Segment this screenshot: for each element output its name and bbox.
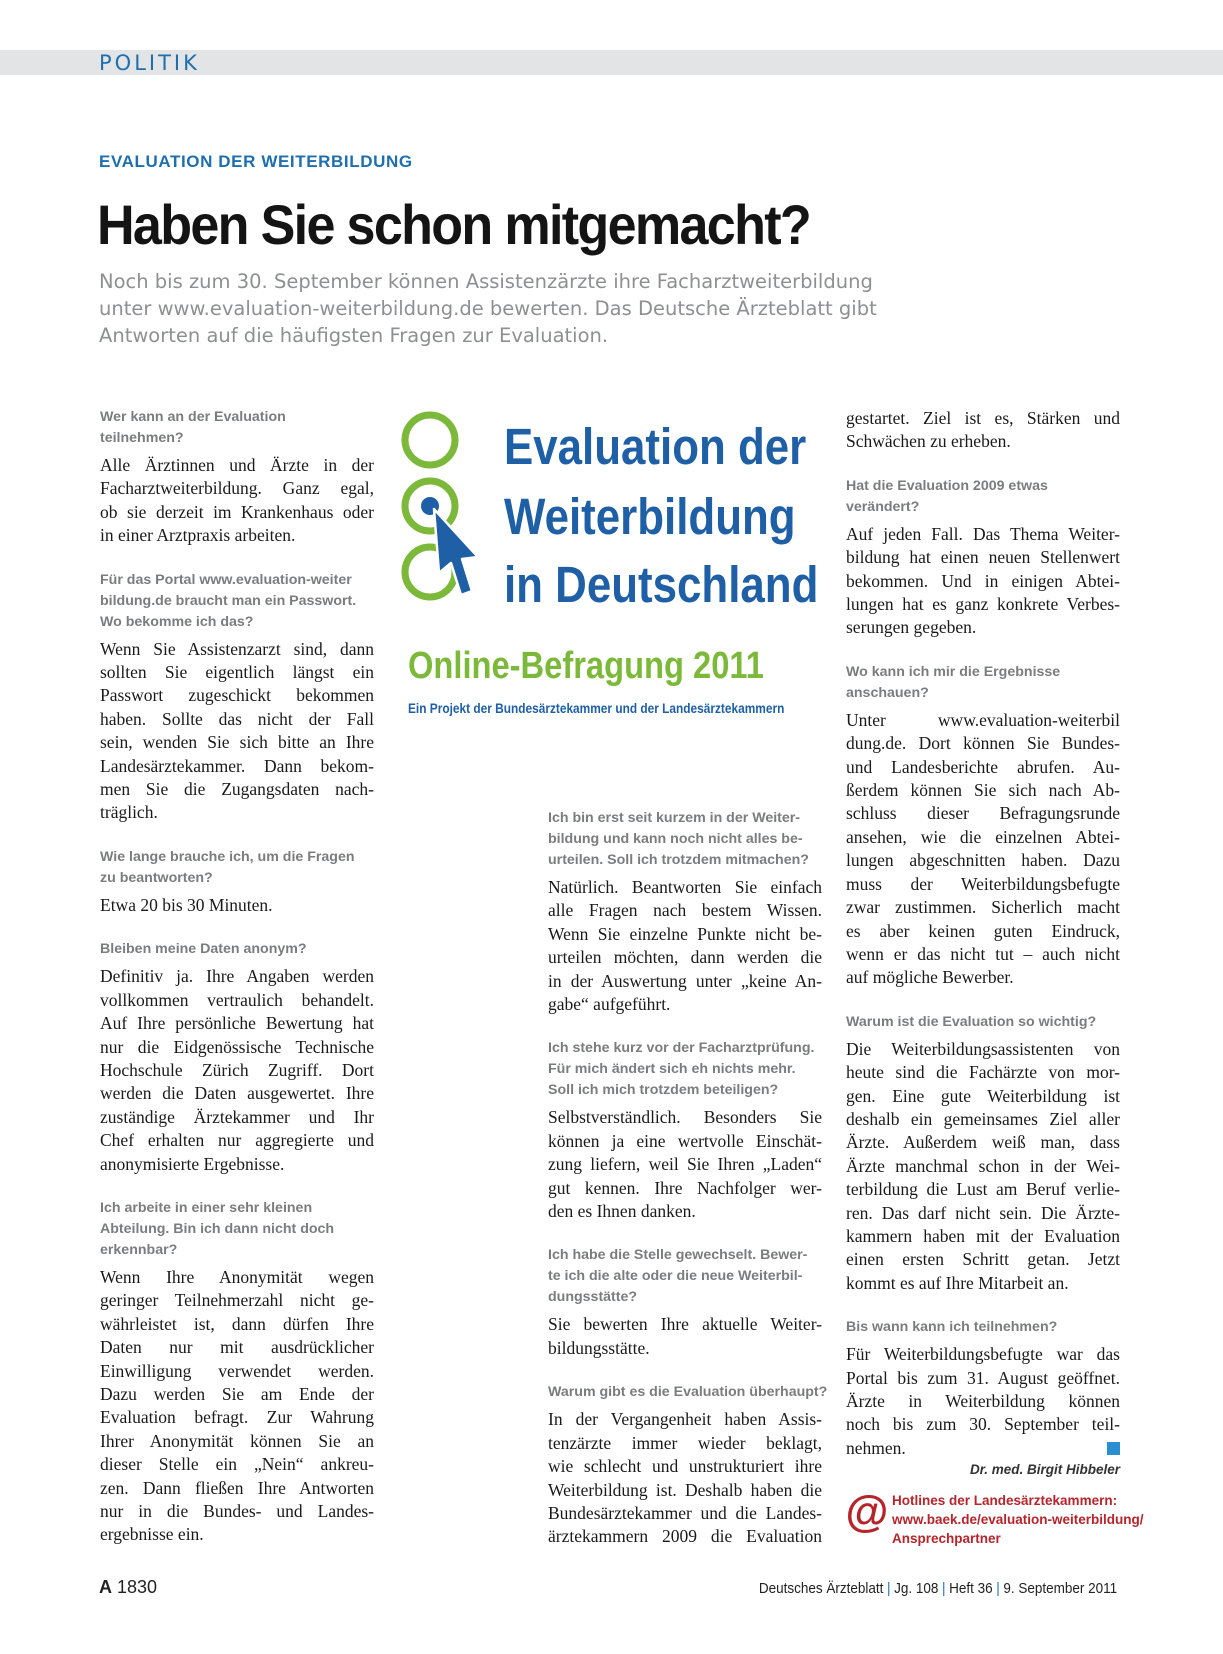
page-prefix: A [99, 1577, 112, 1597]
question [100, 847, 374, 889]
hotline-box [846, 1491, 1144, 1551]
question-line: teilnehmen? [100, 430, 184, 446]
answer-line: Schwächen zu erheben. [846, 431, 1011, 452]
answer-line: anonymisierte Ergebnisse. [100, 1153, 285, 1174]
answer [100, 1266, 374, 1547]
question-line: anschauen? [846, 684, 929, 701]
page-number [99, 1577, 157, 1598]
footer-separator: | [941, 1580, 946, 1597]
lead-line: Antworten auf die häufigsten Fragen zur Evaluation. [99, 324, 609, 347]
question-line: Abteilung. Bin ich dann nicht doch [100, 1220, 335, 1237]
answer-line: vollkommen vertraulich behandelt. [100, 989, 374, 1010]
answer-line: sein, wenden Sie sich bitte an Ihre [100, 732, 374, 753]
at-sign-icon [846, 1491, 888, 1533]
qa-block [100, 939, 374, 1176]
question-line: erkennbar? [100, 1241, 178, 1258]
answer [548, 1313, 822, 1360]
qa-block [100, 407, 374, 548]
question-line: verändert? [846, 498, 920, 515]
svg-text:@: @ [846, 1491, 888, 1534]
answer-line: Ärzte in Weiterbildung können [846, 1391, 1120, 1411]
answer-line: Selbstverständlich. Besonders Sie [548, 1107, 822, 1128]
answer-line: bildungsstätte. [548, 1337, 650, 1358]
journal-volume: Jg. 108 [893, 1580, 939, 1597]
answer-line: ärztekammern 2009 die Evaluation [548, 1526, 822, 1547]
answer-line: wie schlecht und unstrukturiert ihre [548, 1456, 822, 1477]
answer-continuation [846, 407, 1120, 454]
qa-block [548, 1038, 822, 1223]
answer-line: gabe“ aufgeführt. [548, 994, 671, 1015]
question [100, 570, 374, 633]
answer-line: noch bis zum 30. September teil- [846, 1414, 1120, 1435]
answer-line: dung.de. Dort können Sie Bundes- [846, 733, 1120, 754]
qa-block [846, 662, 1120, 990]
answer-line: lungen hat es ganz konkrete Verbes- [846, 594, 1120, 615]
answer-line: es aber keinen guten Eindruck, [846, 920, 1120, 941]
question [548, 808, 822, 871]
answer-line: Ihrer Anonymität können Sie an [100, 1430, 374, 1451]
question [846, 476, 1120, 518]
answer-line: währleistet ist, dann dürfen Ihre [100, 1313, 374, 1334]
answer-line: tenzärzte immer wieder beklagt, [548, 1432, 822, 1453]
answer-line [846, 1437, 1120, 1460]
journal-date: 9. September 2011 [1003, 1580, 1117, 1597]
journal-name: Deutsches Ärzteblatt [758, 1580, 884, 1597]
answer-line: gestartet. Ziel ist es, Stärken und [846, 408, 1120, 428]
logo-line-1: Evaluation der [504, 418, 807, 475]
answer-line: zwar zustimmen. Sicherlich macht [846, 897, 1120, 918]
question [846, 1012, 1120, 1033]
answer-line: wenn er das nicht tut – auch nicht [846, 943, 1120, 964]
question-line: Bleiben meine Daten anonym? [100, 941, 307, 958]
column-1 [100, 407, 374, 1569]
qa-block [846, 1317, 1120, 1460]
answer-line: werden die Daten ausgewertet. Ihre [100, 1083, 374, 1104]
question [100, 1198, 374, 1261]
answer-line: zuständige Ärztekammer und Ihr [100, 1106, 374, 1127]
answer-line: Für Weiterbildungsbefugte war das [846, 1344, 1120, 1365]
question [100, 407, 374, 449]
answer-line: schluss dieser Befragungsrunde [846, 803, 1120, 824]
question-line: Wo kann ich mir die Ergebnisse [846, 663, 1061, 680]
answer-line: in einer Arztpraxis arbeiten. [100, 525, 296, 546]
answer-line: men Sie die Zugangsdaten nach- [100, 779, 374, 800]
qa-block [100, 1198, 374, 1547]
answer-line: nur in die Bundes- und Landes- [100, 1501, 374, 1521]
article-title: Haben Sie schon mitgemacht? [97, 193, 811, 256]
answer-line: kommt es auf Ihre Mitarbeit an. [846, 1272, 1069, 1293]
question [548, 1038, 822, 1101]
question-line: Ich arbeite in einer sehr kleinen [100, 1199, 313, 1216]
answer [846, 1038, 1120, 1295]
answer [846, 1343, 1120, 1460]
footer-separator: | [886, 1580, 891, 1597]
logo-line-3: in Deutschland [504, 556, 819, 613]
answer-line: heute sind die Fachärzte von mor- [846, 1062, 1120, 1083]
question-line: Wer kann an der Evaluation [100, 409, 286, 425]
answer-line: gut kennen. Ihre Nachfolger wer- [548, 1177, 822, 1198]
answer-line: Einwilligung verwendet werden. [100, 1360, 374, 1381]
cursor-rings-icon [400, 405, 510, 615]
question-line: Wo bekomme ich das? [100, 613, 254, 630]
hotline-link[interactable]: www.baek.de/evaluation-weiterbildung/ [892, 1512, 1144, 1528]
answer-line: können ja eine wertvolle Einschät- [548, 1130, 822, 1151]
evaluation-logo [400, 405, 820, 725]
question-line: Für das Portal www.evaluation-weiter [100, 571, 352, 588]
article-kicker: EVALUATION DER WEITERBILDUNG [99, 152, 413, 171]
answer-line: Dazu werden Sie am Ende der [100, 1383, 374, 1404]
answer-line: urteilen möchten, dann werden die [548, 947, 822, 968]
question-line: Ich stehe kurz vor der Facharztprüfung. [548, 1040, 815, 1057]
question-line: dungsstätte? [548, 1289, 638, 1306]
answer-line-text: nehmen. [846, 1437, 906, 1458]
answer-line: terbildung die Lust am Beruf verlie- [846, 1179, 1120, 1200]
question-line: Ich habe die Stelle gewechselt. Bewer- [548, 1247, 808, 1264]
column-3 [846, 407, 1144, 1551]
answer [100, 454, 374, 548]
question-line: Hat die Evaluation 2009 etwas [846, 477, 1048, 494]
question-line: Bis wann kann ich teilnehmen? [846, 1319, 1058, 1336]
answer [100, 965, 374, 1176]
answer-line: zung liefern, weil Sie Ihren „Laden“ [548, 1154, 822, 1175]
answer-line: Auf Ihre persönliche Bewertung hat [100, 1013, 374, 1034]
answer-line: ren. Das darf nicht sein. Die Ärzte- [846, 1202, 1120, 1223]
question [548, 1245, 822, 1308]
question [846, 1317, 1120, 1338]
answer-line: Etwa 20 bis 30 Minuten. [100, 894, 273, 915]
logo-subtitle: Online-Befragung 2011 [408, 645, 764, 687]
question [846, 662, 1120, 704]
answer-line: und Landesberichte abrufen. Au- [846, 756, 1120, 777]
answer-line: sollten Sie eigentlich längst ein [100, 662, 374, 683]
answer-line: bildung hat einen neuen Stellenwert [846, 547, 1120, 568]
question [100, 939, 374, 960]
end-mark-icon [1107, 1442, 1120, 1455]
author-signature: Dr. med. Birgit Hibbeler [969, 1462, 1120, 1478]
qa-block [548, 1245, 822, 1360]
question-line: Ich bin erst seit kurzem in der Weiter- [548, 810, 801, 826]
answer-line: ob sie derzeit im Krankenhaus oder [100, 501, 374, 522]
question [548, 1382, 828, 1403]
answer [846, 523, 1120, 640]
answer-line: kammern haben mit der Evaluation [846, 1225, 1120, 1246]
qa-block [548, 1382, 828, 1548]
qa-block [548, 808, 822, 1016]
section-rubric: POLITIK [99, 51, 200, 75]
answer-line: ansehen, wie die einzelnen Abtei- [846, 826, 1120, 847]
answer-line: haben. Sollte das nicht der Fall [100, 708, 374, 729]
qa-block [100, 570, 374, 825]
question-line: Warum gibt es die Evaluation überhaupt? [548, 1384, 828, 1401]
answer-line: Chef erhalten nur aggregierte und [100, 1130, 374, 1151]
question-line: Für mich ändert sich eh nichts mehr. [548, 1061, 796, 1078]
answer-line: ßerdem können Sie sich nach Ab- [846, 780, 1120, 801]
answer-line: alle Fragen nach bestem Wissen. [548, 900, 822, 921]
answer-line: in der Auswertung unter „keine An- [548, 970, 822, 991]
lead-line: Noch bis zum 30. September können Assistenzärzte ihre Facharztweiterbildung [99, 270, 873, 293]
logo-tagline: Ein Projekt der Bundesärztekammer und der Landesärztekammern [408, 701, 785, 716]
article-lead [99, 268, 959, 349]
answer-line: Daten nur mit ausdrücklicher [100, 1337, 374, 1358]
answer-line: Facharztweiterbildung. Ganz egal, [100, 478, 374, 499]
answer-line: Hochschule Zürich Zugriff. Dort [100, 1059, 374, 1080]
answer-line: Alle Ärztinnen und Ärzte in der [100, 455, 374, 475]
hotline-text [892, 1491, 1144, 1548]
answer-line: Auf jeden Fall. Das Thema Weiter- [846, 523, 1120, 544]
answer-line: ergebnisse ein. [100, 1524, 204, 1545]
page-number-value: 1830 [117, 1577, 158, 1597]
answer [100, 894, 374, 917]
answer-line: Passwort zugeschickt bekommen [100, 685, 374, 706]
qa-block [100, 847, 374, 917]
answer [548, 1408, 822, 1548]
question-line: urteilen. Soll ich trotzdem mitmachen? [548, 852, 809, 868]
answer-line: Portal bis zum 31. August geöffnet. [846, 1367, 1120, 1388]
answer-line: Landesärztekammer. Dann bekom- [100, 755, 374, 776]
lead-line: unter www.evaluation-weiterbildung.de bewerten. Das Deutsche Ärzteblatt gibt [99, 297, 877, 320]
answer-line: Ärzte manchmal schon in der Wei- [846, 1155, 1120, 1176]
qa-block [846, 1012, 1120, 1295]
answer-line: zen. Dann fließen Ihre Antworten [100, 1477, 374, 1498]
answer [548, 1106, 822, 1223]
answer-line: nur die Eidgenössische Technische [100, 1036, 374, 1057]
question-line: Wie lange brauche ich, um die Fragen [100, 848, 355, 865]
question-line: bildung.de braucht man ein Passwort. [100, 592, 357, 609]
question-line: bildung und kann noch nicht alles be- [548, 831, 803, 847]
question-line: Soll ich mich trotzdem beteiligen? [548, 1082, 779, 1099]
answer-line: Wenn Sie Assistenzarzt sind, dann [100, 638, 374, 659]
answer-line: gen. Eine gute Weiterbildung ist [846, 1085, 1120, 1106]
answer-line: dieser Stelle ein „Nein“ ankreu- [100, 1454, 374, 1475]
answer [548, 876, 822, 1016]
answer-line: Weiterbildung ist. Deshalb haben die [548, 1479, 822, 1500]
answer-line: Unter www.evaluation-weiterbil [846, 709, 1120, 730]
answer-line: Definitiv ja. Ihre Angaben werden [100, 966, 374, 987]
footer-separator: | [996, 1580, 1000, 1597]
answer-line: lungen abgeschnitten haben. Dazu [846, 850, 1120, 871]
logo-line-2: Weiterbildung [504, 488, 796, 545]
answer-line: Bundesärztekammer und die Landes- [548, 1502, 822, 1523]
answer-line: bekommen. Und in einigen Abtei- [846, 570, 1120, 591]
answer-line: deshalb ein gemeinsames Ziel aller [846, 1108, 1120, 1129]
answer-line: Wenn Ihre Anonymität wegen [100, 1266, 374, 1287]
question-line: te ich die alte oder die neue Weiterbil- [548, 1268, 803, 1285]
journal-issue: Heft 36 [948, 1580, 993, 1597]
answer-line: träglich. [100, 802, 158, 823]
answer-line: Wenn Sie einzelne Punkte nicht be- [548, 923, 822, 944]
answer-line: auf mögliche Bewerber. [846, 967, 1014, 988]
answer-line: Evaluation befragt. Zur Wahrung [100, 1407, 374, 1428]
answer-line: muss der Weiterbildungsbefugte [846, 873, 1120, 894]
column-2 [548, 808, 828, 1571]
answer [846, 709, 1120, 990]
answer-line: Sie bewerten Ihre aktuelle Weiter- [548, 1314, 822, 1335]
answer-line: Ärzte. Außerdem weiß man, dass [846, 1132, 1120, 1153]
answer-line: geringer Teilnehmerzahl nicht ge- [100, 1290, 374, 1311]
hotline-heading: Hotlines der Landesärztekammern: [892, 1493, 1118, 1509]
question-line: zu beantworten? [100, 869, 213, 886]
answer-line: Die Weiterbildungsassistenten von [846, 1038, 1120, 1059]
answer-line: Natürlich. Beantworten Sie einfach [548, 877, 822, 897]
answer-line: den es Ihnen danken. [548, 1201, 696, 1222]
hotline-link-cont[interactable]: Ansprechpartner [892, 1531, 1001, 1547]
qa-block [846, 476, 1120, 640]
journal-footer [759, 1580, 1117, 1597]
answer-line: In der Vergangenheit haben Assis- [548, 1409, 822, 1430]
question-line: Warum ist die Evaluation so wichtig? [846, 1013, 1097, 1030]
answer-line: einen ersten Schritt getan. Jetzt [846, 1249, 1120, 1270]
answer-line: serungen gegeben. [846, 617, 977, 638]
answer [100, 638, 374, 825]
